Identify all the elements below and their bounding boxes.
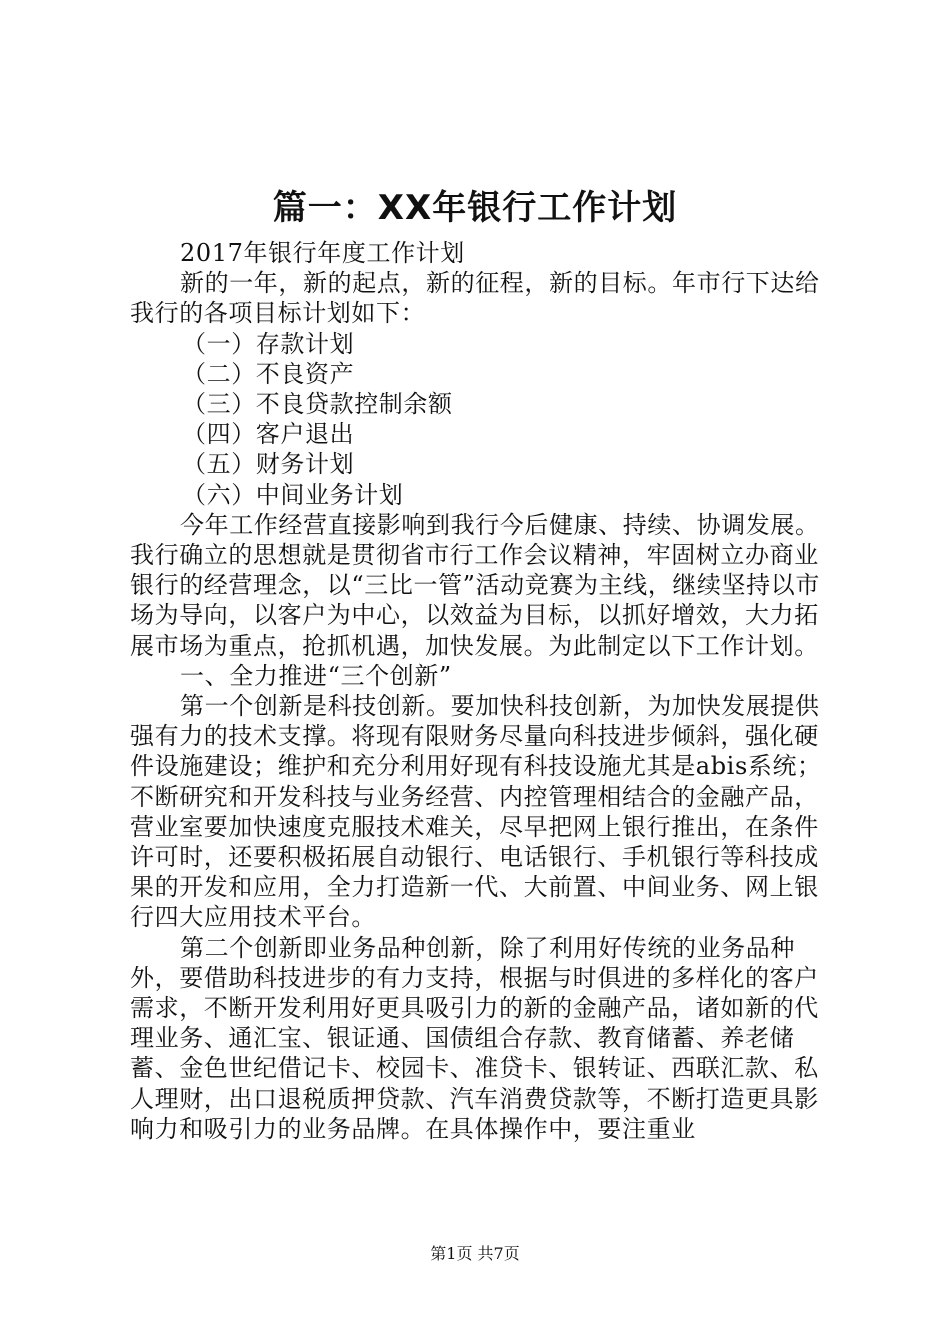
intro-paragraph: 新的一年，新的起点，新的征程，新的目标。年市行下达给我行的各项目标计划如下： <box>130 269 820 328</box>
plan-item-nonperforming-assets: （二）不良资产 <box>182 359 355 388</box>
page-footer: 第1页 共7页 <box>430 1244 520 1263</box>
plan-item-finance: （五）财务计划 <box>182 450 355 479</box>
document-title: 篇一：XX年银行工作计划 <box>272 188 678 228</box>
plan-heading: 2017年银行年度工作计划 <box>180 239 465 267</box>
document-body <box>130 238 830 1144</box>
plan-item-intermediary: （六）中间业务计划 <box>182 480 404 509</box>
plan-item-nonperforming-loans: （三）不良贷款控制余额 <box>182 390 453 419</box>
plan-item-deposit: （一）存款计划 <box>182 329 355 358</box>
tech-innovation-paragraph: 第一个创新是科技创新。要加快科技创新，为加快发展提供强有力的技术支撑。将现有限财务尽量向科技进步倾斜，强化硬件设施建设；维护和充分利用好现有科技设施尤其是abis系统；不断研究和开发科技与业务经营、内控管理相结合的金融产品，营业室要加快速度克服技术难关，尽早把网上银行推出，在条件许可时，还要积极拓展自动银行、电话银行、手机银行等科技成果的开发和应用，全力打造新一代、大前置、中间业务、网上银行四大应用技术平台。 <box>130 692 822 932</box>
product-innovation-paragraph: 第二个创新即业务品种创新，除了利用好传统的业务品种外，要借助科技进步的有力支持，根据与时俱进的多样化的客户需求，不断开发利用好更具吸引力的新的金融产品，诸如新的代理业务、通汇宝、银证通、国债组合存款、教育储蓄、养老储蓄、金色世纪借记卡、校园卡、准贷卡、银转证、西联汇款、私人理财，出口退税质押贷款、汽车消费贷款等，不断打造更具影响力和吸引力的业务品牌。在具体操作中，要注重业 <box>130 933 819 1143</box>
plan-item-customer-exit: （四）客户退出 <box>182 420 355 449</box>
section-heading-innovation: 一、全力推进“三个创新” <box>180 661 452 690</box>
guiding-paragraph: 今年工作经营直接影响到我行今后健康、持续、协调发展。我行确立的思想就是贯彻省市行工作会议精神，牢固树立办商业银行的经营理念，以“三比一管”活动竞赛为主线，继续坚持以市场为导向，以客户为中心，以效益为目标，以抓好增效，大力拓展市场为重点，抢抓机遇，加快发展。为此制定以下工作计划。 <box>130 510 820 660</box>
